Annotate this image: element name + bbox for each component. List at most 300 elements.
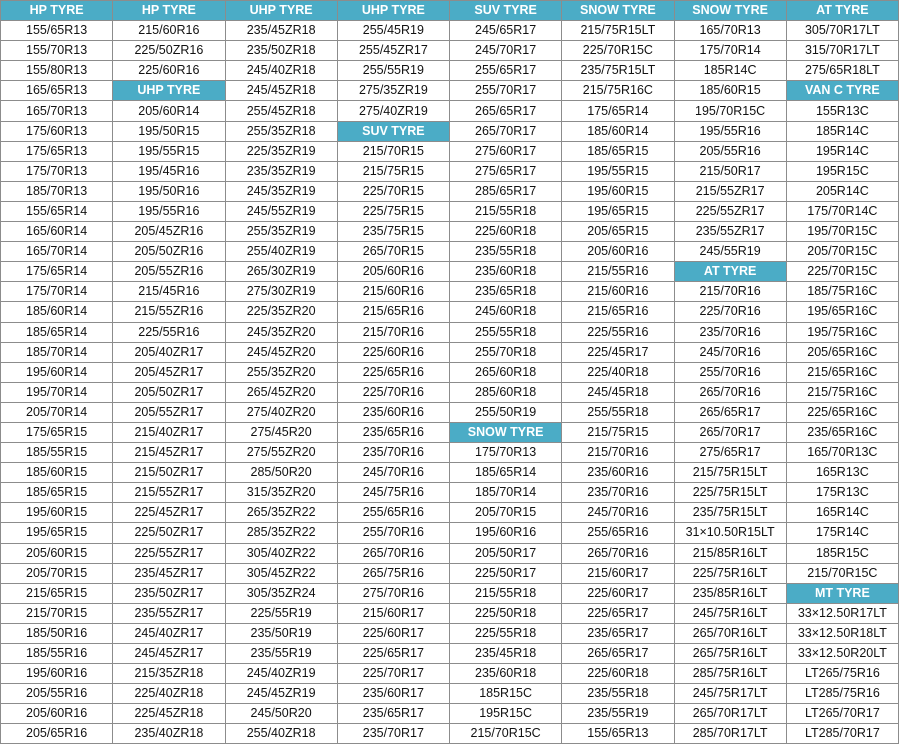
column-header: SNOW TYRE	[562, 1, 674, 21]
tyre-size-cell: 235/65R17	[562, 623, 674, 643]
tyre-size-cell: 305/40ZR22	[225, 543, 337, 563]
tyre-size-cell: 245/50R20	[225, 704, 337, 724]
tyre-size-cell: 315/70R17LT	[786, 41, 898, 61]
tyre-size-cell: 215/35ZR18	[113, 664, 225, 684]
tyre-size-cell: 245/45R18	[562, 382, 674, 402]
tyre-size-cell: 175/70R13	[1, 161, 113, 181]
table-row	[1, 463, 899, 483]
tyre-size-cell: 185R15C	[786, 543, 898, 563]
tyre-size-cell: 185R14C	[786, 121, 898, 141]
tyre-size-cell: 225/65R16	[337, 362, 449, 382]
table-row	[1, 101, 899, 121]
tyre-size-cell: LT265/75R16	[786, 664, 898, 684]
table-row	[1, 644, 899, 664]
tyre-size-cell: 225/60R17	[337, 623, 449, 643]
tyre-size-cell: 275/65R17	[674, 443, 786, 463]
tyre-size-cell: LT285/75R16	[786, 684, 898, 704]
tyre-size-cell: 165/65R13	[1, 81, 113, 101]
table-row	[1, 121, 899, 141]
tyre-size-cell: 235/55R18	[562, 684, 674, 704]
tyre-size-cell: 225/45ZR17	[113, 503, 225, 523]
tyre-size-cell: 245/40ZR18	[225, 61, 337, 81]
tyre-size-cell: 175/65R14	[1, 262, 113, 282]
tyre-size-cell: 185/60R14	[562, 121, 674, 141]
tyre-size-cell: 245/45ZR19	[225, 684, 337, 704]
table-row	[1, 623, 899, 643]
tyre-size-cell: 225/55ZR17	[113, 543, 225, 563]
tyre-size-cell: 265/70R16	[562, 543, 674, 563]
tyre-size-cell: 225/65R17	[337, 644, 449, 664]
tyre-size-cell: 225/60R18	[562, 664, 674, 684]
tyre-size-cell: 195/60R16	[1, 664, 113, 684]
tyre-size-cell: 185R15C	[450, 684, 562, 704]
tyre-size-cell: 225/55R18	[450, 623, 562, 643]
tyre-size-cell: 215/60R17	[337, 603, 449, 623]
table-row	[1, 503, 899, 523]
tyre-size-cell: 225/35ZR19	[225, 141, 337, 161]
tyre-size-cell: 195/65R16C	[786, 302, 898, 322]
table-row	[1, 21, 899, 41]
tyre-size-cell: 225/70R15C	[786, 262, 898, 282]
tyre-size-cell: 195R14C	[786, 141, 898, 161]
tyre-size-cell: 255/35ZR19	[225, 222, 337, 242]
tyre-size-cell: 245/55ZR19	[225, 201, 337, 221]
column-header: HP TYRE	[1, 1, 113, 21]
tyre-size-cell: 225/70R15	[337, 181, 449, 201]
tyre-size-cell: 225/55R16	[562, 322, 674, 342]
tyre-size-cell: 305/70R17LT	[786, 21, 898, 41]
tyre-size-cell: 245/55R19	[674, 242, 786, 262]
table-row	[1, 282, 899, 302]
tyre-size-cell: 205/45ZR17	[113, 362, 225, 382]
tyre-size-cell: 245/75R16	[337, 483, 449, 503]
tyre-size-cell: 175/70R14	[674, 41, 786, 61]
tyre-size-cell: 255/50R19	[450, 402, 562, 422]
tyre-size-cell: 225/55ZR17	[674, 201, 786, 221]
tyre-size-cell: 185/65R14	[450, 463, 562, 483]
tyre-size-cell: 175/70R13	[450, 443, 562, 463]
tyre-size-cell: 185/50R16	[1, 623, 113, 643]
tyre-size-cell: 235/60R18	[450, 664, 562, 684]
tyre-size-cell: 275/45R20	[225, 422, 337, 442]
tyre-size-cell: 215/75R15LT	[562, 21, 674, 41]
tyre-size-cell: 215/75R16C	[562, 81, 674, 101]
tyre-size-cell: 195/70R15C	[786, 222, 898, 242]
tyre-size-cell: 255/55R19	[337, 61, 449, 81]
tyre-size-cell: 245/70R16	[562, 503, 674, 523]
tyre-size-cell: 265/75R16LT	[674, 644, 786, 664]
tyre-size-cell: 245/45ZR18	[225, 81, 337, 101]
tyre-size-cell: 31×10.50R15LT	[674, 523, 786, 543]
tyre-size-cell: 215/70R16	[337, 322, 449, 342]
tyre-size-cell: 175/65R15	[1, 422, 113, 442]
tyre-size-cell: 175R13C	[786, 483, 898, 503]
tyre-size-cell: 205/70R15	[1, 563, 113, 583]
tyre-size-cell: 185/65R15	[1, 483, 113, 503]
tyre-size-cell: 225/60R18	[450, 222, 562, 242]
tyre-size-cell: 185/55R15	[1, 443, 113, 463]
tyre-size-cell: 255/40ZR19	[225, 242, 337, 262]
tyre-size-cell: 195/55R16	[674, 121, 786, 141]
tyre-size-cell: 235/55R18	[450, 242, 562, 262]
tyre-size-cell: 255/65R16	[562, 523, 674, 543]
tyre-size-cell: 195/65R15	[562, 201, 674, 221]
tyre-size-cell: 215/55ZR17	[113, 483, 225, 503]
tyre-size-cell: 205/70R15C	[786, 242, 898, 262]
tyre-size-cell: 215/60R16	[337, 282, 449, 302]
tyre-size-cell: 265/30ZR19	[225, 262, 337, 282]
tyre-size-cell: 195/50R16	[113, 181, 225, 201]
tyre-size-cell: 185/65R14	[1, 322, 113, 342]
tyre-size-cell: 205/60R14	[113, 101, 225, 121]
tyre-size-cell: 205/50ZR17	[113, 382, 225, 402]
tyre-size-cell: 215/65R16C	[786, 362, 898, 382]
tyre-size-cell: 215/70R15C	[786, 563, 898, 583]
tyre-size-cell: 235/60R18	[450, 262, 562, 282]
tyre-size-cell: 235/60R17	[337, 684, 449, 704]
tyre-size-cell: 205/60R15	[1, 543, 113, 563]
tyre-size-cell: 225/70R16	[337, 382, 449, 402]
tyre-size-cell: 305/35ZR24	[225, 583, 337, 603]
tyre-size-cell: 225/65R17	[562, 603, 674, 623]
section-header-cell: VAN C TYRE	[786, 81, 898, 101]
tyre-size-cell: 165R13C	[786, 463, 898, 483]
tyre-size-cell: 225/50ZR17	[113, 523, 225, 543]
tyre-size-cell: 205/65R16	[1, 724, 113, 744]
tyre-size-cell: 195/70R15C	[674, 101, 786, 121]
tyre-size-cell: 165/70R13	[1, 101, 113, 121]
tyre-size-cell: 33×12.50R18LT	[786, 623, 898, 643]
tyre-size-cell: 155/65R13	[1, 21, 113, 41]
tyre-size-cell: 205/55R16	[674, 141, 786, 161]
tyre-size-cell: 195/70R14	[1, 382, 113, 402]
tyre-size-cell: 225/60R17	[562, 583, 674, 603]
tyre-size-cell: 215/55ZR17	[674, 181, 786, 201]
table-row	[1, 443, 899, 463]
table-row	[1, 483, 899, 503]
tyre-size-cell: 225/75R15LT	[674, 483, 786, 503]
tyre-size-cell: 205/50R17	[450, 543, 562, 563]
tyre-size-cell: 195/50R15	[113, 121, 225, 141]
tyre-size-cell: 175/70R14C	[786, 201, 898, 221]
tyre-size-cell: 225/50R17	[450, 563, 562, 583]
tyre-size-cell: 285/50R20	[225, 463, 337, 483]
table-row	[1, 181, 899, 201]
table-row	[1, 563, 899, 583]
tyre-size-cell: 185/75R16C	[786, 282, 898, 302]
tyre-size-cell: 195/60R15	[562, 181, 674, 201]
tyre-size-cell: 275/60R17	[450, 141, 562, 161]
table-row	[1, 684, 899, 704]
tyre-size-cell: 235/60R16	[337, 402, 449, 422]
tyre-size-cell: 235/65R16	[337, 422, 449, 442]
tyre-size-cell: 205/65R15	[562, 222, 674, 242]
tyre-size-cell: 155/65R13	[562, 724, 674, 744]
tyre-size-cell: 275/40ZR19	[337, 101, 449, 121]
section-header-cell: UHP TYRE	[113, 81, 225, 101]
tyre-size-cell: 285/35ZR22	[225, 523, 337, 543]
table-row	[1, 724, 899, 744]
tyre-size-cell: 265/65R17	[562, 644, 674, 664]
tyre-size-cell: 225/65R16C	[786, 402, 898, 422]
tyre-size-cell: 205R14C	[786, 181, 898, 201]
tyre-size-cell: 245/45ZR17	[113, 644, 225, 664]
tyre-size-cell: 255/70R18	[450, 342, 562, 362]
tyre-size-cell: 225/60R16	[113, 61, 225, 81]
tyre-size-cell: 225/50ZR16	[113, 41, 225, 61]
tyre-size-cell: 205/60R16	[337, 262, 449, 282]
table-row	[1, 583, 899, 603]
tyre-size-cell: 205/60R16	[1, 704, 113, 724]
tyre-size-cell: 215/65R16	[562, 302, 674, 322]
tyre-size-cell: 205/55R16	[1, 684, 113, 704]
tyre-size-cell: 245/35ZR20	[225, 322, 337, 342]
tyre-size-cell: 205/50ZR16	[113, 242, 225, 262]
tyre-size-cell: 245/75R16LT	[674, 603, 786, 623]
table-header	[1, 1, 899, 21]
table-row	[1, 664, 899, 684]
table-body	[1, 21, 899, 744]
tyre-size-cell: 265/75R16	[337, 563, 449, 583]
tyre-size-cell: 255/55R18	[562, 402, 674, 422]
section-header-cell: MT TYRE	[786, 583, 898, 603]
tyre-size-cell: 255/45R19	[337, 21, 449, 41]
tyre-size-cell: 275/30ZR19	[225, 282, 337, 302]
tyre-size-cell: 255/70R16	[674, 362, 786, 382]
tyre-size-cell: 215/75R15	[337, 161, 449, 181]
section-header-cell: SUV TYRE	[337, 121, 449, 141]
tyre-size-cell: 185/55R16	[1, 644, 113, 664]
tyre-size-cell: 185/70R14	[450, 483, 562, 503]
tyre-size-cell: 235/55R19	[225, 644, 337, 664]
table-row	[1, 61, 899, 81]
table-row	[1, 523, 899, 543]
tyre-size-cell: 245/40ZR17	[113, 623, 225, 643]
header-row	[1, 1, 899, 21]
tyre-size-cell: 175/65R13	[1, 141, 113, 161]
tyre-size-cell: 255/65R17	[450, 61, 562, 81]
tyre-size-cell: 205/55ZR17	[113, 402, 225, 422]
column-header: SNOW TYRE	[674, 1, 786, 21]
table-row	[1, 382, 899, 402]
tyre-size-cell: 235/65R18	[450, 282, 562, 302]
table-row	[1, 322, 899, 342]
tyre-size-cell: 235/85R16LT	[674, 583, 786, 603]
tyre-size-cell: 315/35ZR20	[225, 483, 337, 503]
tyre-size-cell: 185/70R14	[1, 342, 113, 362]
tyre-size-cell: 265/45ZR20	[225, 382, 337, 402]
tyre-size-cell: 235/45R18	[450, 644, 562, 664]
column-header: HP TYRE	[113, 1, 225, 21]
tyre-size-cell: LT265/70R17	[786, 704, 898, 724]
tyre-size-cell: 265/70R16	[337, 543, 449, 563]
tyre-size-cell: 255/45ZR17	[337, 41, 449, 61]
tyre-size-cell: 255/70R16	[337, 523, 449, 543]
tyre-size-cell: 215/65R16	[337, 302, 449, 322]
tyre-size-cell: 265/70R17	[674, 422, 786, 442]
tyre-size-cell: 215/50ZR17	[113, 463, 225, 483]
tyre-size-cell: 235/55ZR17	[113, 603, 225, 623]
tyre-size-cell: 275/35ZR19	[337, 81, 449, 101]
tyre-size-cell: 215/75R16C	[786, 382, 898, 402]
tyre-size-cell: 215/45R16	[113, 282, 225, 302]
tyre-size-cell: 265/65R17	[450, 101, 562, 121]
tyre-size-cell: 195R15C	[786, 161, 898, 181]
tyre-size-cell: 255/65R16	[337, 503, 449, 523]
tyre-size-cell: 165/60R14	[1, 222, 113, 242]
tyre-size-cell: 215/50R17	[674, 161, 786, 181]
tyre-size-cell: 235/50R19	[225, 623, 337, 643]
tyre-size-cell: 275/55ZR20	[225, 443, 337, 463]
tyre-size-cell: 215/70R15	[337, 141, 449, 161]
tyre-size-cell: 205/45ZR16	[113, 222, 225, 242]
tyre-size-cell: 185/60R15	[1, 463, 113, 483]
tyre-size-cell: 285/60R18	[450, 382, 562, 402]
tyre-size-cell: 195/55R16	[113, 201, 225, 221]
tyre-size-cell: 255/35ZR18	[225, 121, 337, 141]
tyre-size-cell: 265/35ZR22	[225, 503, 337, 523]
tyre-size-cell: 215/55R18	[450, 583, 562, 603]
tyre-size-cell: 225/75R16LT	[674, 563, 786, 583]
table-row	[1, 222, 899, 242]
tyre-size-cell: 215/85R16LT	[674, 543, 786, 563]
tyre-size-cell: 225/40R18	[562, 362, 674, 382]
tyre-size-cell: 215/65R15	[1, 583, 113, 603]
tyre-size-cell: 195/65R15	[1, 523, 113, 543]
tyre-size-cell: 195/60R14	[1, 362, 113, 382]
tyre-size-cell: 235/70R16	[562, 483, 674, 503]
tyre-size-cell: 195/75R16C	[786, 322, 898, 342]
tyre-size-cell: 265/65R17	[674, 402, 786, 422]
table-row	[1, 543, 899, 563]
tyre-size-cell: 275/65R18LT	[786, 61, 898, 81]
tyre-size-cell: 235/75R15LT	[562, 61, 674, 81]
table-row	[1, 81, 899, 101]
tyre-size-cell: 235/65R17	[337, 704, 449, 724]
column-header: AT TYRE	[786, 1, 898, 21]
tyre-size-cell: LT285/70R17	[786, 724, 898, 744]
tyre-size-cell: 205/70R15	[450, 503, 562, 523]
tyre-size-cell: 215/55R18	[450, 201, 562, 221]
tyre-size-cell: 255/70R17	[450, 81, 562, 101]
column-header: UHP TYRE	[225, 1, 337, 21]
tyre-size-cell: 235/55ZR17	[674, 222, 786, 242]
tyre-size-cell: 185/60R15	[674, 81, 786, 101]
tyre-size-cell: 165/70R13C	[786, 443, 898, 463]
tyre-size-cell: 225/70R16	[674, 302, 786, 322]
tyre-size-cell: 235/70R16	[337, 443, 449, 463]
tyre-size-cell: 225/55R19	[225, 603, 337, 623]
tyre-size-cell: 235/35ZR19	[225, 161, 337, 181]
tyre-size-cell: 215/75R15	[562, 422, 674, 442]
tyre-size-cell: 275/70R16	[337, 583, 449, 603]
tyre-size-cell: 215/55R16	[562, 262, 674, 282]
tyre-size-cell: 225/75R15	[337, 201, 449, 221]
tyre-size-cell: 245/70R17	[450, 41, 562, 61]
tyre-size-cell: 245/75R17LT	[674, 684, 786, 704]
tyre-size-cell: 245/35ZR19	[225, 181, 337, 201]
tyre-size-cell: 205/55ZR16	[113, 262, 225, 282]
tyre-size-cell: 255/35ZR20	[225, 362, 337, 382]
tyre-size-cell: 33×12.50R20LT	[786, 644, 898, 664]
tyre-size-cell: 155R13C	[786, 101, 898, 121]
tyre-size-cell: 245/70R16	[337, 463, 449, 483]
tyre-size-cell: 255/55R18	[450, 322, 562, 342]
table-row	[1, 342, 899, 362]
tyre-size-cell: 215/55ZR16	[113, 302, 225, 322]
tyre-size-cell: 215/70R16	[674, 282, 786, 302]
tyre-size-cell: 165R14C	[786, 503, 898, 523]
table-row	[1, 362, 899, 382]
tyre-size-cell: 175/70R14	[1, 282, 113, 302]
table-row	[1, 41, 899, 61]
tyre-size-cell: 195R15C	[450, 704, 562, 724]
tyre-size-cell: 235/45ZR18	[225, 21, 337, 41]
tyre-size-cell: 235/60R16	[562, 463, 674, 483]
tyre-size-cell: 225/40ZR18	[113, 684, 225, 704]
table-row	[1, 161, 899, 181]
tyre-size-cell: 205/60R16	[562, 242, 674, 262]
tyre-size-cell: 195/55R15	[113, 141, 225, 161]
tyre-size-cell: 245/60R18	[450, 302, 562, 322]
tyre-size-cell: 265/70R17	[450, 121, 562, 141]
tyre-size-cell: 265/60R18	[450, 362, 562, 382]
tyre-size-cell: 275/40ZR20	[225, 402, 337, 422]
tyre-size-cell: 285/70R17LT	[674, 724, 786, 744]
tyre-size-cell: 195/60R15	[1, 503, 113, 523]
tyre-size-cell: 175/65R14	[562, 101, 674, 121]
tyre-size-cell: 215/45ZR17	[113, 443, 225, 463]
tyre-size-cell: 235/65R16C	[786, 422, 898, 442]
tyre-size-cell: 235/45ZR17	[113, 563, 225, 583]
tyre-size-cell: 265/70R16LT	[674, 623, 786, 643]
tyre-size-cell: 235/55R19	[562, 704, 674, 724]
section-header-cell: SNOW TYRE	[450, 422, 562, 442]
tyre-size-cell: 215/70R16	[562, 443, 674, 463]
tyre-size-cell: 205/65R16C	[786, 342, 898, 362]
tyre-size-cell: 245/70R16	[674, 342, 786, 362]
column-header: SUV TYRE	[450, 1, 562, 21]
section-header-cell: AT TYRE	[674, 262, 786, 282]
tyre-size-cell: 215/70R15C	[450, 724, 562, 744]
tyre-size-cell: 305/45ZR22	[225, 563, 337, 583]
table-row	[1, 704, 899, 724]
tyre-size-cell: 175/60R13	[1, 121, 113, 141]
tyre-size-cell: 225/35ZR20	[225, 302, 337, 322]
tyre-size-cell: 235/70R16	[674, 322, 786, 342]
tyre-size-cell: 175R14C	[786, 523, 898, 543]
tyre-size-cell: 165/70R14	[1, 242, 113, 262]
tyre-size-cell: 225/70R17	[337, 664, 449, 684]
table-row	[1, 422, 899, 442]
tyre-size-cell: 215/70R15	[1, 603, 113, 623]
tyre-size-cell: 165/70R13	[674, 21, 786, 41]
tyre-size-cell: 205/40ZR17	[113, 342, 225, 362]
tyre-size-cell: 235/50ZR17	[113, 583, 225, 603]
tyre-size-cell: 265/70R15	[337, 242, 449, 262]
tyre-size-cell: 195/60R16	[450, 523, 562, 543]
tyre-size-cell: 225/45R17	[562, 342, 674, 362]
tyre-size-cell: 225/45ZR18	[113, 704, 225, 724]
tyre-size-cell: 245/65R17	[450, 21, 562, 41]
column-header: UHP TYRE	[337, 1, 449, 21]
tyre-size-cell: 215/60R17	[562, 563, 674, 583]
tyre-size-cell: 285/75R16LT	[674, 664, 786, 684]
tyre-size-cell: 235/40ZR18	[113, 724, 225, 744]
tyre-size-cell: 195/45R16	[113, 161, 225, 181]
tyre-size-cell: 185/70R13	[1, 181, 113, 201]
tyre-size-cell: 225/60R16	[337, 342, 449, 362]
